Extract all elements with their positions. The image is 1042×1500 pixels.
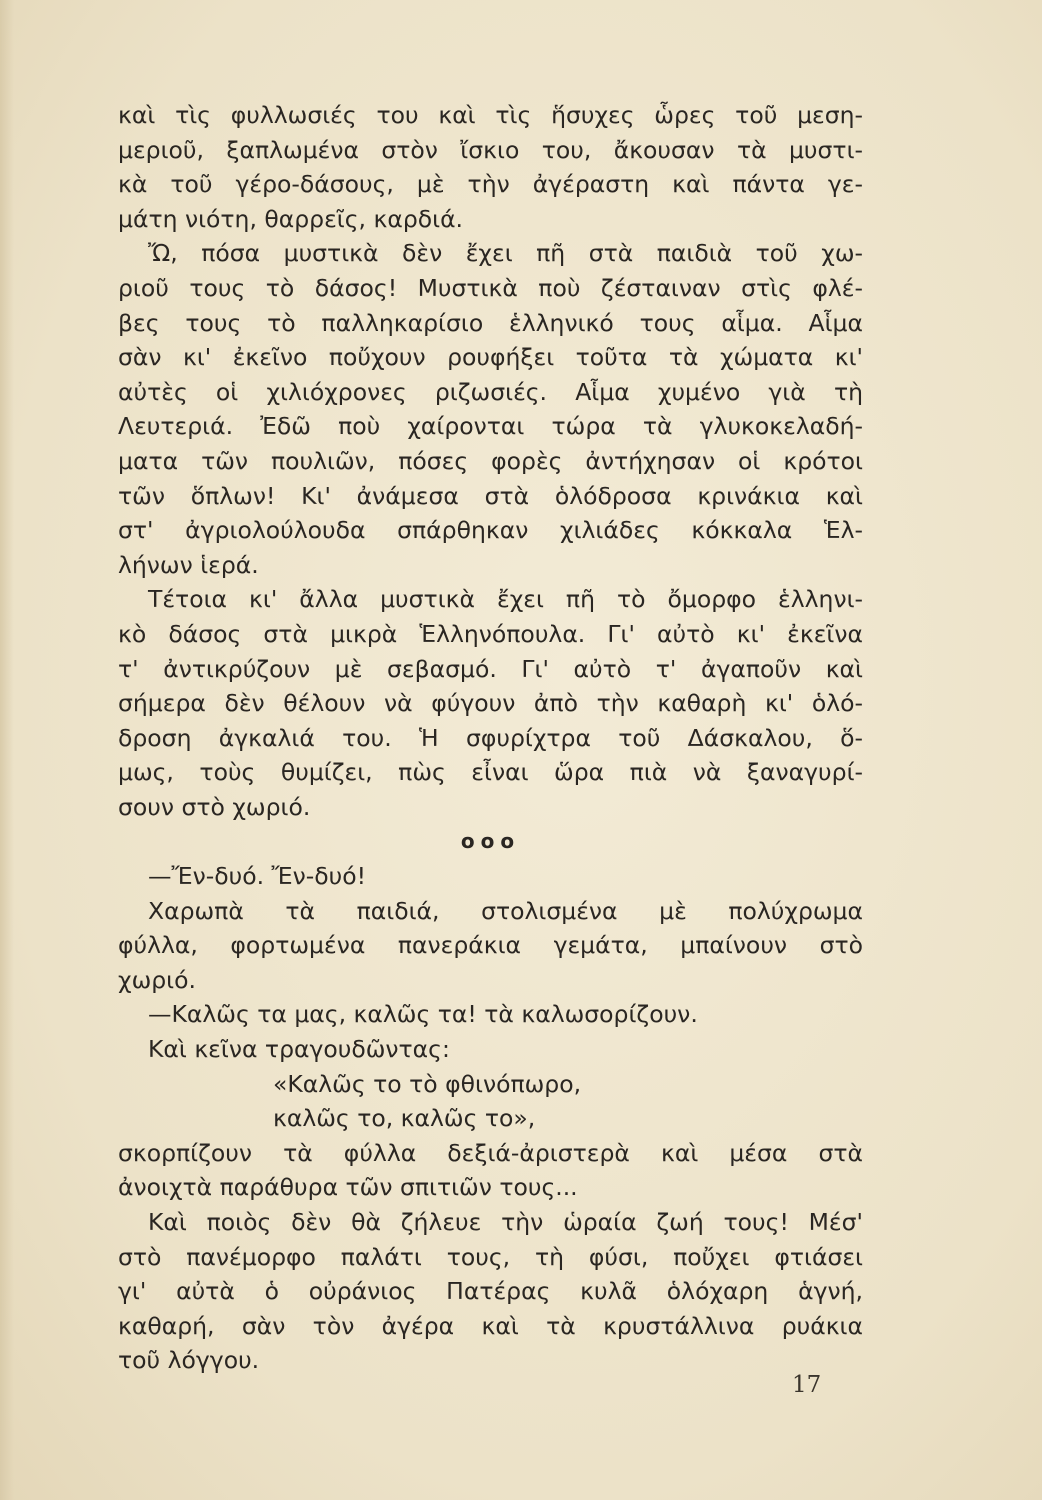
text-line: μάτη νιότη, θαρρεῖς, καρδιά. bbox=[118, 204, 464, 233]
text-line: καθαρή, σὰν τὸν ἀγέρα καὶ τὰ κρυστάλλινα ρυάκια bbox=[118, 1311, 863, 1340]
text-line: τ' ἀντικρύζουν μὲ σεβασμό. Γι' αὐτὸ τ' ἀγαποῦν καὶ bbox=[118, 654, 863, 683]
text-line: Τέτοια κι' ἄλλα μυστικὰ ἔχει πῆ τὸ ὄμορφο ἑλληνι- bbox=[148, 585, 863, 614]
text-line: καὶ τὶς φυλλωσιές του καὶ τὶς ἥσυχες ὧρες τοῦ μεση- bbox=[118, 101, 863, 129]
text-line: Χαρωπὰ τὰ παιδιά, στολισμένα μὲ πολύχρωμα bbox=[148, 896, 863, 925]
text-line: κὰ τοῦ γέρο-δάσους, μὲ τὴν ἀγέραστη καὶ πάντα γε- bbox=[118, 170, 863, 199]
text-line: χωριό. bbox=[118, 965, 196, 994]
text-line: —Καλῶς τα μας, καλῶς τα! τὰ καλωσορίζουν. bbox=[148, 1000, 698, 1029]
section-separator: ooo bbox=[460, 829, 521, 854]
text-line: αὐτὲς οἱ χιλιόχρονες ριζωσιές. Αἷμα χυμένο γιὰ τὴ bbox=[118, 377, 863, 406]
page-binding-edge bbox=[0, 0, 14, 1500]
verse-line: καλῶς το, καλῶς το», bbox=[273, 1104, 536, 1133]
text-line: Καὶ κεῖνα τραγουδῶντας: bbox=[148, 1035, 450, 1064]
text-line: δροση ἀγκαλιά του. Ἡ σφυρίχτρα τοῦ Δάσκαλου, ὅ- bbox=[118, 723, 863, 752]
text-line: μως, τοὺς θυμίζει, πὼς εἶναι ὥρα πιὰ νὰ ξαναγυρί- bbox=[118, 758, 863, 787]
text-line: —Ἔν-δυό. Ἔν-δυό! bbox=[148, 862, 367, 891]
text-line: Ὤ, πόσα μυστικὰ δὲν ἔχει πῆ στὰ παιδιὰ τοῦ χω- bbox=[148, 239, 863, 268]
text-line: μεριοῦ, ξαπλωμένα στὸν ἴσκιο του, ἄκουσαν τὰ μυστι- bbox=[118, 135, 863, 164]
text-line: ἀνοιχτὰ παράθυρα τῶν σπιτιῶν τους... bbox=[118, 1173, 578, 1202]
text-line: Λευτεριά. Ἐδῶ ποὺ χαίρονται τώρα τὰ γλυκοκελαδή- bbox=[118, 412, 863, 441]
text-line: ριοῦ τους τὸ δάσος! Μυστικὰ ποὺ ζέσταιναν στὶς φλέ- bbox=[118, 273, 863, 302]
text-line: ματα τῶν πουλιῶν, πόσες φορὲς ἀντήχησαν οἱ κρότοι bbox=[118, 446, 863, 475]
text-line: σήμερα δὲν θέλουν νὰ φύγουν ἀπὸ τὴν καθαρὴ κι' ὁλό- bbox=[118, 689, 863, 718]
text-line: κὸ δάσος στὰ μικρὰ Ἑλληνόπουλα. Γι' αὐτὸ κι' ἐκεῖνα bbox=[118, 619, 863, 648]
text-line: γι' αὐτὰ ὁ οὐράνιος Πατέρας κυλᾶ ὁλόχαρη ἁγνή, bbox=[118, 1277, 863, 1306]
page-number: 17 bbox=[792, 1372, 822, 1398]
text-line: φύλλα, φορτωμένα πανεράκια γεμάτα, μπαίνουν στὸ bbox=[118, 931, 863, 960]
text-line: σὰν κι' ἐκεῖνο ποὔχουν ρουφήξει τοῦτα τὰ χώματα κι' bbox=[118, 343, 863, 372]
text-line: στ' ἀγριολούλουδα σπάρθηκαν χιλιάδες κόκκαλα Ἑλ- bbox=[118, 516, 863, 545]
text-line: σουν στὸ χωριό. bbox=[118, 792, 311, 821]
text-line: σκορπίζουν τὰ φύλλα δεξιά-ἀριστερὰ καὶ μέσα στὰ bbox=[118, 1138, 863, 1167]
text-line: λήνων ἱερά. bbox=[118, 550, 259, 579]
text-line: στὸ πανέμορφο παλάτι τους, τὴ φύσι, ποὔχει φτιάσει bbox=[118, 1242, 863, 1271]
body-text bbox=[118, 98, 863, 1378]
text-line: βες τους τὸ παλληκαρίσιο ἑλληνικό τους αἷμα. Αἷμα bbox=[118, 308, 863, 337]
verse-line: «Καλῶς το τὸ φθινόπωρο, bbox=[273, 1069, 582, 1098]
text-line: τοῦ λόγγου. bbox=[118, 1346, 260, 1375]
text-line: Καὶ ποιὸς δὲν θὰ ζήλευε τὴν ὡραία ζωή τους! Μέσ' bbox=[148, 1208, 863, 1236]
text-line: τῶν ὅπλων! Κι' ἀνάμεσα στὰ ὁλόδροσα κρινάκια καὶ bbox=[118, 481, 863, 510]
